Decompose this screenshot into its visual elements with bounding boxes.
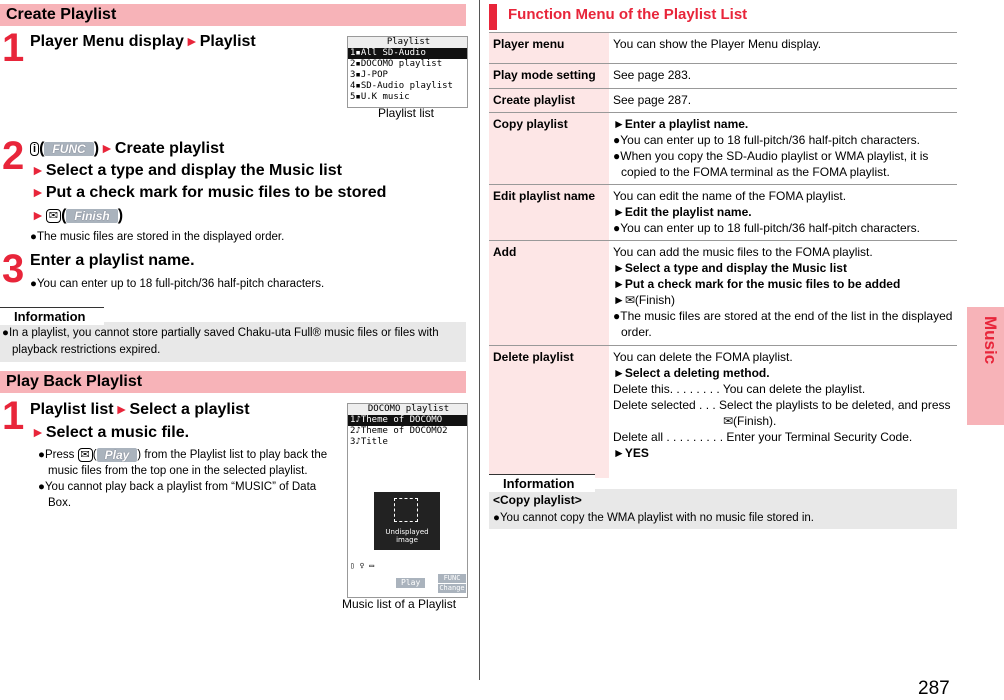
screen-title: Playlist [348,37,467,48]
row-name: Delete playlist [489,346,609,478]
arrow-icon: ► [31,162,45,178]
function-menu-table [489,32,957,478]
func-softkey: FUNC [438,574,466,583]
play-step-line-1 [30,399,250,420]
index-icon: 1▪ [350,48,361,58]
step-text: Select a playlist [129,401,250,418]
undisplayed-label: Undisplayed image [385,528,429,544]
row-desc: You can delete the FOMA playlist. ►Select a deleting method. Delete this. . . . . . . . You can delete the playlist. Delete selected . . . Select the playlists to be deleted, and press ✉(Finish). Delete all . . . . . . . . . Enter your Terminal Security Code. ►YES [613,350,951,460]
music-note-icon: 2♪ [350,426,361,436]
information-tag: Information [489,474,595,492]
step-number-3: 3 [2,247,25,291]
music-list-screen [347,403,468,598]
table-row [489,185,957,241]
information-line: ●In a playlist, you cannot store partially saved Chaku-uta Full® music files or files with [2,327,439,339]
step-2-line-1: i ( FUNC )►Create playlist [30,138,224,159]
change-softkey: Change [439,584,465,592]
step-text: Create playlist [114,140,225,157]
step-3-bullet: ●You can enter up to 18 full-pitch/36 half-pitch characters. [30,278,325,290]
index-icon: 2▪ [350,59,361,69]
music-note-icon: 3♪ [350,437,361,447]
step-text: Playlist list [30,401,114,418]
function-menu-title: Function Menu of the Playlist List [508,6,748,23]
list-item: 3♪Title [350,437,388,447]
screen-caption: Playlist list [378,106,435,120]
step-2-bullet: ●The music files are stored in the displayed order. [30,231,285,243]
step-2-line-4: ► ✉ ( Finish ) [31,207,124,224]
row-name: Player menu [489,33,609,63]
table-row [489,113,957,185]
row-name: Edit playlist name [489,185,609,240]
page-number: 287 [918,678,950,699]
play-bullet-2-line-2: Box. [48,497,72,509]
music-note-icon: 1♪ [350,415,361,425]
play-bullet-2: ●You cannot play back a playlist from “MUSIC” of Data [38,481,317,493]
arrow-icon: ► [114,401,129,417]
row-name: Play mode setting [489,64,609,88]
row-name: Add [489,241,609,345]
status-icons: ▯ ♀ ▭ [350,561,375,570]
index-icon: 3▪ [350,70,361,80]
bullet-text: from the Playlist list to play back the [144,449,328,461]
step-2-line-2 [30,160,342,181]
arrow-icon: ► [31,207,45,223]
row-desc: You can edit the name of the FOMA playlist. ►Edit the playlist name. ●You can enter up to 18 full-pitch/36 half-pitch characters. [613,189,920,235]
func-softkey: FUNC [44,142,93,156]
list-item: 1▪All SD-Audio [348,48,467,59]
section-header-play-back-playlist: Play Back Playlist [0,371,466,393]
step-text: Player Menu display [30,33,184,50]
step-3-text: Enter a playlist name. [30,252,195,269]
information-title: <Copy playlist> [493,493,582,507]
step-number-2: 2 [2,134,25,178]
row-name: Copy playlist [489,113,609,184]
playlist-screen [347,36,468,108]
screen-title: DOCOMO playlist [348,404,467,415]
step-text: Select a type and display the Music list [45,162,342,179]
play-step-line-2 [30,422,189,443]
list-item: 5▪U.K music [350,92,410,102]
list-item: 4▪SD-Audio playlist [350,81,453,91]
section-header-create-playlist: Create Playlist [0,4,466,26]
table-row [489,241,957,346]
bullet-text: ●Press [38,449,75,461]
arrow-icon: ► [184,33,199,49]
index-icon: 4▪ [350,81,361,91]
index-icon: 5▪ [350,92,361,102]
list-item: 2♪Theme of DOCOMO2 [350,426,448,436]
header-accent-bar [489,4,497,30]
image-placeholder-icon [394,498,418,522]
row-desc: See page 283. [613,68,692,82]
table-row [489,346,957,478]
play-bullet-1: ●Press ✉ ( Play ) from the Playlist list to play back the [38,447,328,462]
list-item: 3▪J-POP [350,70,388,80]
information-line: ●You cannot copy the WMA playlist with no music file stored in. [493,512,815,524]
step-1-text [30,31,256,52]
information-tag: Information [0,307,104,325]
list-item: 1♪Theme of DOCOMO [348,415,467,426]
arrow-icon: ► [100,140,114,156]
play-softkey: Play [97,448,138,462]
arrow-icon: ► [31,424,45,440]
finish-softkey: Finish [66,209,117,223]
step-text: Put a check mark for music files to be stored [45,184,387,201]
play-softkey: Play [396,578,425,588]
list-item: 2▪DOCOMO playlist [350,59,443,69]
mail-key-icon: ✉ [46,209,61,223]
row-desc: You can show the Player Menu display. [613,37,822,51]
step-text: Playlist [199,33,256,50]
row-desc: You can add the music files to the FOMA playlist. ►Select a type and display the Music list ►Put a check mark for the music files to be added ►✉(Finish) ●The music files are stored at the end of the list in the displayed order. [613,245,953,339]
step-2-line-3 [30,182,386,203]
side-tab-label: Music [981,316,1000,365]
row-desc: ►Enter a playlist name. ●You can enter up to 18 full-pitch/36 half-pitch characters. ●When you copy the SD-Audio playlist or WMA playlist, it is copied to the FOMA terminal as the FOMA playlist. [613,117,929,179]
play-bullet-1-line-2: music files from the top one in the selected playlist. [48,465,308,477]
step-text: Select a music file. [45,424,190,441]
i-mode-key-icon: i [30,142,39,156]
row-name: Create playlist [489,89,609,112]
table-row [489,33,957,64]
step-number-1: 1 [2,26,25,70]
table-row [489,64,957,89]
step-number-1: 1 [2,394,25,438]
mail-key-icon: ✉ [78,448,93,462]
table-row [489,89,957,113]
arrow-icon: ► [31,184,45,200]
column-divider [479,0,480,680]
information-line: playback restrictions expired. [12,344,161,356]
row-desc: See page 287. [613,93,692,107]
screen-caption: Music list of a Playlist [342,597,457,611]
undisplayed-image-box [374,492,440,550]
